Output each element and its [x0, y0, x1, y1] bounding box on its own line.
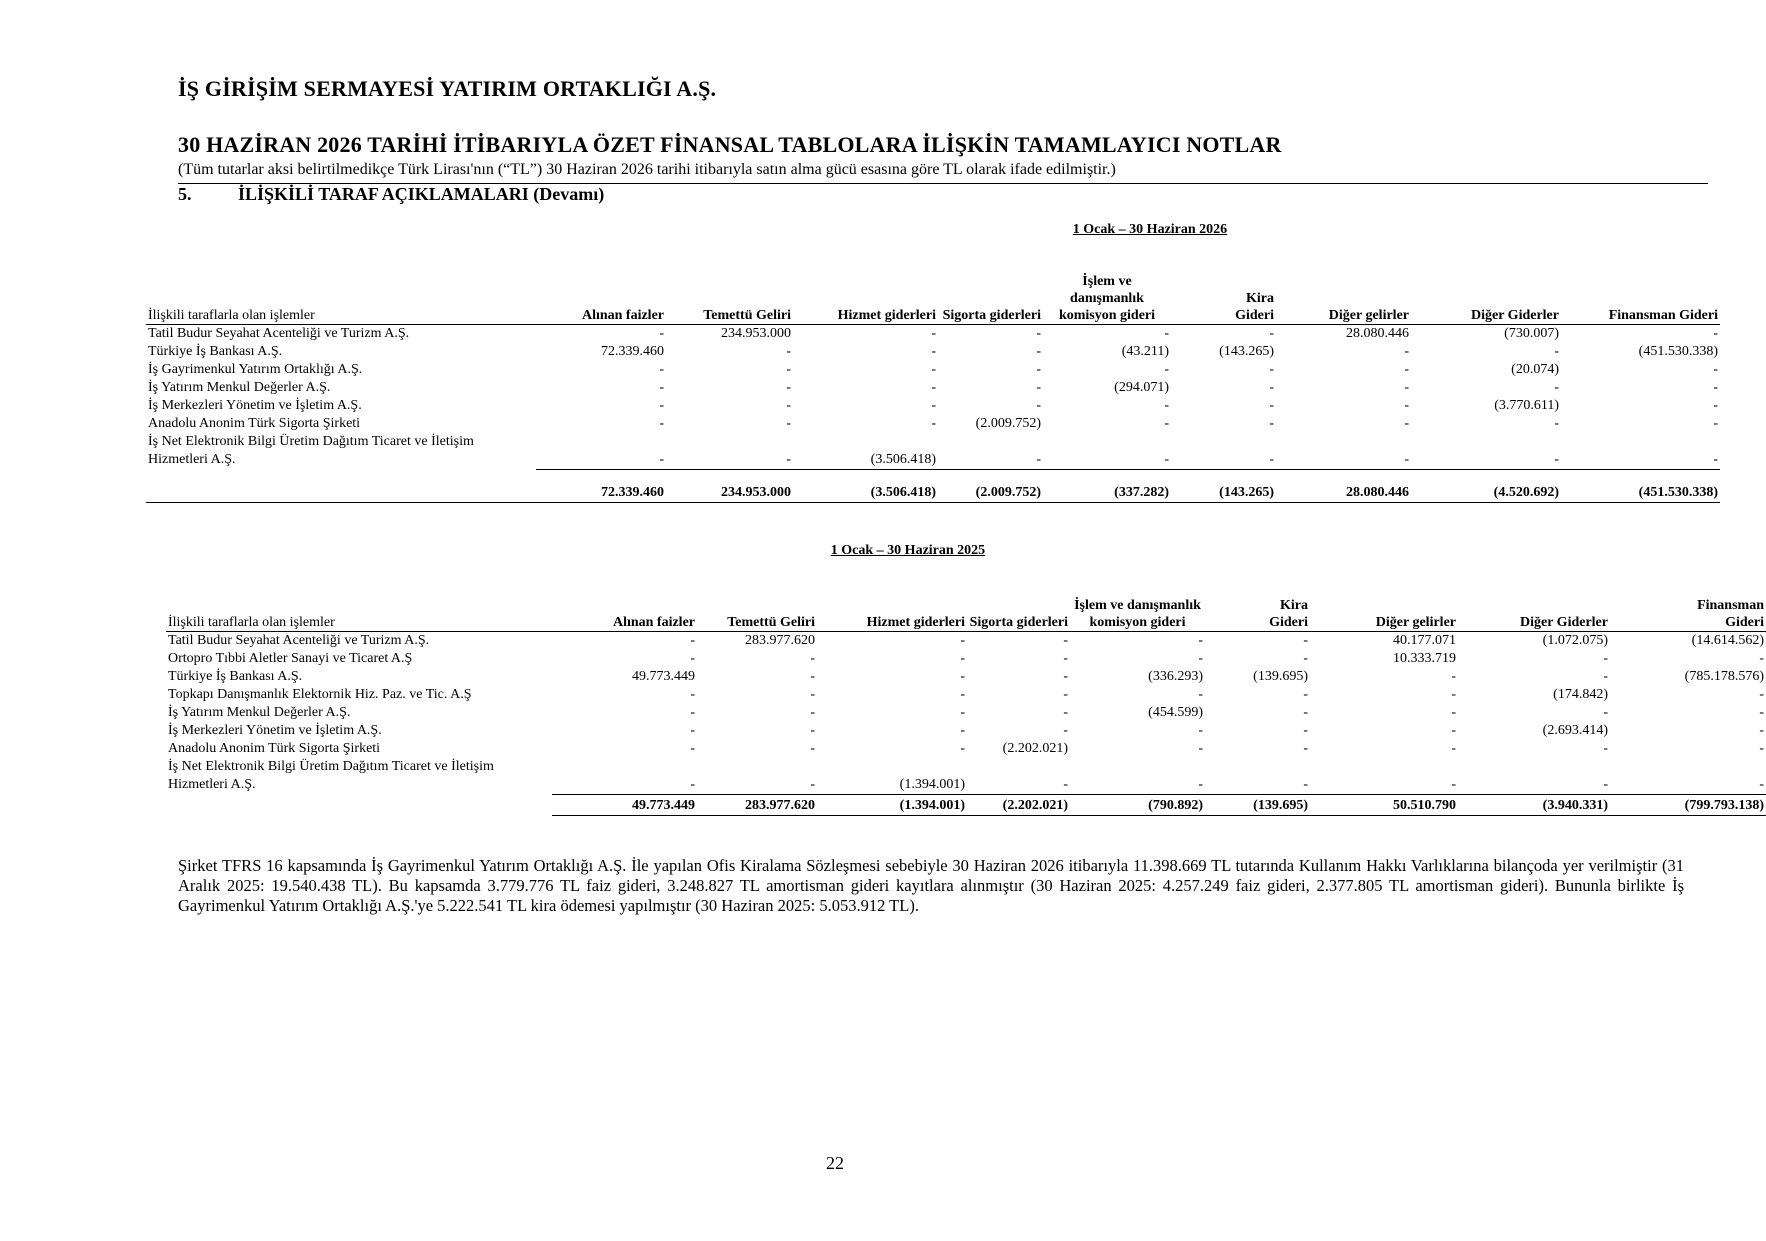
- amount-cell: (2.693.414): [1542, 723, 1608, 738]
- amount-cell: -: [1269, 398, 1274, 413]
- period-2026-heading: 1 Ocak – 30 Haziran 2026: [1072, 222, 1228, 237]
- amount-cell: -: [1036, 451, 1041, 467]
- amount-cell: -: [786, 416, 791, 431]
- amount-cell: -: [1198, 723, 1203, 738]
- amount-cell: (20.074): [1511, 362, 1559, 377]
- amount-cell: -: [690, 741, 695, 756]
- amount-cell: -: [1036, 344, 1041, 359]
- amount-cell: 28.080.446: [1346, 326, 1409, 341]
- amount-cell: -: [1603, 741, 1608, 756]
- amount-cell: -: [1603, 669, 1608, 684]
- amount-cell: -: [960, 669, 965, 684]
- amount-cell: -: [1198, 651, 1203, 666]
- amount-cell: -: [931, 398, 936, 413]
- amount-cell: -: [1198, 633, 1203, 648]
- column-header: İlişkili taraflarla olan işlemler: [166, 597, 552, 632]
- amount-cell: -: [1164, 398, 1169, 413]
- amount-cell: -: [1303, 687, 1308, 702]
- amount-cell: -: [1063, 723, 1068, 738]
- column-header: Temettü Geliri: [697, 597, 817, 632]
- amount-cell: -: [931, 416, 936, 431]
- party-name-cell: İş Net Elektronik Bilgi Üretim Dağıtım Ticaret ve İletişim Hizmetleri A.Ş.: [148, 434, 474, 467]
- column-header: Diğer gelirler: [1310, 597, 1458, 632]
- amount-cell: 49.773.449: [632, 669, 695, 684]
- amount-cell: -: [931, 380, 936, 395]
- table-row: [146, 325, 1720, 344]
- amount-cell: -: [690, 687, 695, 702]
- totals-row: [146, 469, 1720, 502]
- amount-cell: -: [786, 344, 791, 359]
- amount-cell: -: [659, 451, 664, 467]
- total-amount-cell: (4.520.692): [1411, 469, 1561, 502]
- amount-cell: -: [1164, 416, 1169, 431]
- amount-cell: -: [1554, 416, 1559, 431]
- amount-cell: (139.695): [1253, 669, 1308, 684]
- amount-cell: -: [1713, 380, 1718, 395]
- amount-cell: -: [960, 633, 965, 648]
- amount-cell: (3.770.611): [1494, 398, 1559, 413]
- total-amount-cell: (799.793.138): [1610, 794, 1766, 815]
- amount-cell: -: [1269, 451, 1274, 467]
- total-amount-cell: (3.940.331): [1458, 794, 1610, 815]
- amount-cell: -: [810, 687, 815, 702]
- column-header: Sigorta giderleri: [967, 597, 1070, 632]
- amount-cell: (3.506.418): [870, 451, 936, 467]
- column-header: Diğer Giderler: [1411, 273, 1561, 325]
- table-row: [146, 361, 1720, 379]
- amount-cell: -: [1404, 380, 1409, 395]
- amount-cell: -: [1603, 705, 1608, 720]
- amount-cell: -: [810, 741, 815, 756]
- amount-cell: -: [1063, 651, 1068, 666]
- amount-cell: -: [1063, 776, 1068, 792]
- amount-cell: -: [1303, 633, 1308, 648]
- company-name: İŞ GİRİŞİM SERMAYESİ YATIRIM ORTAKLIĞI A.Ş.: [178, 76, 717, 101]
- amount-cell: -: [1036, 380, 1041, 395]
- amount-cell: -: [1451, 687, 1456, 702]
- party-name-cell: İş Yatırım Menkul Değerler A.Ş.: [148, 380, 331, 395]
- party-name-cell: Türkiye İş Bankası A.Ş.: [168, 669, 303, 684]
- column-header: Hizmet giderleri: [817, 597, 967, 632]
- amount-cell: (2.202.021): [1002, 741, 1068, 756]
- column-header: Temettü Geliri: [666, 273, 793, 325]
- total-amount-cell: (2.202.021): [967, 794, 1070, 815]
- table-row: [166, 740, 1766, 758]
- related-party-table-2025: [166, 597, 1766, 816]
- amount-cell: -: [1269, 416, 1274, 431]
- total-amount-cell: 49.773.449: [552, 794, 697, 815]
- column-header: Finansman Gideri: [1610, 597, 1766, 632]
- amount-cell: (43.211): [1121, 344, 1169, 359]
- related-party-table-2026: [146, 273, 1720, 503]
- amount-cell: -: [659, 416, 664, 431]
- party-name-cell: İş Net Elektronik Bilgi Üretim Dağıtım Ticaret ve İletişim Hizmetleri A.Ş.: [168, 759, 494, 792]
- column-header: Hizmet giderleri: [793, 273, 938, 325]
- column-header: Finansman Gideri: [1561, 273, 1720, 325]
- total-amount-cell: (451.530.338): [1561, 469, 1720, 502]
- amount-cell: -: [1063, 669, 1068, 684]
- tfrs16-note-paragraph: Şirket TFRS 16 kapsamında İş Gayrimenkul Yatırım Ortaklığı A.Ş. İle yapılan Ofis Kiralama Sözleşmesi sebebiyle 30 Haziran 2026 itibarıyla 11.398.669 TL tutarında Kullanım Hakkı Varlıklarına bilançoda yer verilmiştir (31 Aralık 2025: 19.540.438 TL). Bu kapsamda 3.779.776 TL faiz gideri, 3.248.827 TL amortisman gideri kayıtlara alınmıştır (30 Haziran 2025: 4.257.249 faiz gideri, 2.377.805 TL amortisman gideri). Bununla birlikte İş Gayrimenkul Yatırım Ortaklığı A.Ş.'ye 5.222.541 TL kira ödemesi yapılmıştır (30 Haziran 2025: 5.053.912 TL).: [178, 856, 1684, 915]
- amount-cell: (451.530.338): [1638, 344, 1718, 359]
- column-header: İlişkili taraflarla olan işlemler: [146, 273, 536, 325]
- total-amount-cell: (139.695): [1205, 794, 1310, 815]
- column-header: Alınan faizler: [552, 597, 697, 632]
- table-header-row: [166, 597, 1766, 632]
- amount-cell: -: [1164, 362, 1169, 377]
- amount-cell: -: [1759, 741, 1764, 756]
- amount-cell: -: [1063, 633, 1068, 648]
- amount-cell: (2.009.752): [975, 416, 1041, 431]
- totals-label-cell: [166, 794, 552, 815]
- amount-cell: -: [1164, 451, 1169, 467]
- amount-cell: -: [1713, 398, 1718, 413]
- amount-cell: -: [931, 344, 936, 359]
- amount-cell: -: [810, 669, 815, 684]
- totals-row: [166, 794, 1766, 815]
- amount-cell: -: [1713, 416, 1718, 431]
- amount-cell: 72.339.460: [601, 344, 664, 359]
- amount-cell: -: [1164, 326, 1169, 341]
- amount-cell: -: [1451, 776, 1456, 792]
- amount-cell: -: [1404, 344, 1409, 359]
- amount-cell: -: [1759, 705, 1764, 720]
- amount-cell: -: [786, 380, 791, 395]
- amount-cell: -: [1404, 451, 1409, 467]
- amount-cell: -: [1451, 741, 1456, 756]
- amount-cell: -: [1451, 723, 1456, 738]
- amount-cell: -: [690, 776, 695, 792]
- amount-cell: -: [1303, 723, 1308, 738]
- party-name-cell: Ortopro Tıbbi Aletler Sanayi ve Ticaret A.Ş: [168, 651, 413, 666]
- table-row: [166, 704, 1766, 722]
- amount-cell: -: [960, 723, 965, 738]
- notes-title: 30 HAZİRAN 2026 TARİHİ İTİBARIYLA ÖZET FİNANSAL TABLOLARA İLİŞKİN TAMAMLAYICI NOTLAR: [178, 132, 1282, 157]
- amount-cell: -: [1063, 705, 1068, 720]
- page-number: 22: [826, 1153, 844, 1173]
- party-name-cell: Anadolu Anonim Türk Sigorta Şirketi: [168, 741, 381, 756]
- amount-cell: -: [1759, 687, 1764, 702]
- table-row: [166, 722, 1766, 740]
- amount-cell: -: [1554, 380, 1559, 395]
- amount-cell: (785.178.576): [1684, 669, 1764, 684]
- column-header: Kira Gideri: [1171, 273, 1276, 325]
- total-amount-cell: (143.265): [1171, 469, 1276, 502]
- amount-cell: (1.072.075): [1542, 633, 1608, 648]
- amount-cell: (14.614.562): [1691, 633, 1764, 648]
- amount-cell: -: [1303, 776, 1308, 792]
- amount-cell: -: [786, 362, 791, 377]
- amount-cell: -: [1759, 776, 1764, 792]
- totals-label-cell: [146, 469, 536, 502]
- amount-cell: -: [960, 687, 965, 702]
- amount-cell: -: [1713, 362, 1718, 377]
- amount-cell: -: [1036, 362, 1041, 377]
- amount-cell: -: [1759, 651, 1764, 666]
- amount-cell: -: [1269, 380, 1274, 395]
- table-row: [166, 668, 1766, 686]
- amount-cell: -: [1269, 326, 1274, 341]
- amount-cell: -: [1451, 705, 1456, 720]
- table-row: [146, 379, 1720, 397]
- amount-cell: -: [1759, 723, 1764, 738]
- table-row: [146, 415, 1720, 433]
- amount-cell: -: [1303, 651, 1308, 666]
- amount-cell: 234.953.000: [721, 326, 791, 341]
- period-2025-heading: 1 Ocak – 30 Haziran 2025: [830, 543, 986, 558]
- amount-cell: 40.177.071: [1393, 633, 1456, 648]
- table-row: [166, 758, 1766, 794]
- amount-cell: (1.394.001): [899, 776, 965, 792]
- amount-cell: -: [1603, 776, 1608, 792]
- table-header-row: [146, 273, 1720, 325]
- amount-cell: -: [1303, 741, 1308, 756]
- total-amount-cell: 72.339.460: [536, 469, 666, 502]
- total-amount-cell: 234.953.000: [666, 469, 793, 502]
- amount-cell: -: [1404, 362, 1409, 377]
- party-name-cell: İş Yatırım Menkul Değerler A.Ş.: [168, 705, 351, 720]
- column-header: Diğer gelirler: [1276, 273, 1411, 325]
- table-row: [146, 343, 1720, 361]
- amount-cell: -: [1451, 669, 1456, 684]
- party-name-cell: İş Merkezleri Yönetim ve İşletim A.Ş.: [168, 723, 382, 738]
- section-number: 5.: [178, 184, 192, 204]
- amount-cell: -: [659, 380, 664, 395]
- table-row: [166, 632, 1766, 651]
- amount-cell: (454.599): [1148, 705, 1203, 720]
- amount-cell: -: [690, 651, 695, 666]
- amount-cell: -: [690, 723, 695, 738]
- section-heading: [178, 184, 604, 205]
- amount-cell: (730.007): [1504, 326, 1559, 341]
- amount-cell: -: [1713, 451, 1718, 467]
- column-header: Diğer Giderler: [1458, 597, 1610, 632]
- amount-cell: -: [1554, 344, 1559, 359]
- amount-cell: -: [659, 398, 664, 413]
- total-amount-cell: (3.506.418): [793, 469, 938, 502]
- amount-cell: -: [690, 705, 695, 720]
- amount-cell: -: [960, 705, 965, 720]
- table-row: [146, 397, 1720, 415]
- amount-cell: -: [810, 651, 815, 666]
- amount-cell: -: [1198, 776, 1203, 792]
- table-row: [146, 433, 1720, 469]
- amount-cell: -: [1063, 687, 1068, 702]
- amount-cell: -: [1269, 362, 1274, 377]
- party-name-cell: Tatil Budur Seyahat Acenteliği ve Turizm A.Ş.: [168, 633, 430, 648]
- amount-cell: -: [1713, 326, 1718, 341]
- amount-cell: -: [1198, 687, 1203, 702]
- amount-cell: -: [1404, 416, 1409, 431]
- party-name-cell: Anadolu Anonim Türk Sigorta Şirketi: [148, 416, 361, 431]
- amount-cell: (336.293): [1148, 669, 1203, 684]
- amount-cell: -: [931, 362, 936, 377]
- amount-cell: -: [690, 633, 695, 648]
- column-header: Alınan faizler: [536, 273, 666, 325]
- amount-cell: -: [1554, 451, 1559, 467]
- amount-cell: -: [659, 326, 664, 341]
- amount-cell: (174.842): [1553, 687, 1608, 702]
- total-amount-cell: (790.892): [1070, 794, 1205, 815]
- total-amount-cell: 50.510.790: [1310, 794, 1458, 815]
- total-amount-cell: 28.080.446: [1276, 469, 1411, 502]
- amount-cell: 10.333.719: [1393, 651, 1456, 666]
- amount-cell: -: [810, 723, 815, 738]
- section-title: İLİŞKİLİ TARAF AÇIKLAMALARI (Devamı): [238, 184, 605, 204]
- amount-cell: -: [1198, 741, 1203, 756]
- amount-cell: -: [1404, 398, 1409, 413]
- column-header: Kira Gideri: [1205, 597, 1310, 632]
- notes-subtitle: (Tüm tutarlar aksi belirtilmedikçe Türk Lirası'nın (“TL”) 30 Haziran 2026 tarihi itibarıyla satın alma gücü esasına göre TL olarak ifade edilmiştir.): [178, 161, 1116, 178]
- column-header: Sigorta giderleri: [938, 273, 1043, 325]
- amount-cell: -: [786, 398, 791, 413]
- amount-cell: -: [1036, 326, 1041, 341]
- amount-cell: -: [659, 362, 664, 377]
- amount-cell: -: [931, 326, 936, 341]
- party-name-cell: Tatil Budur Seyahat Acenteliği ve Turizm A.Ş.: [148, 326, 410, 341]
- amount-cell: -: [810, 705, 815, 720]
- amount-cell: (143.265): [1219, 344, 1274, 359]
- party-name-cell: Türkiye İş Bankası A.Ş.: [148, 344, 283, 359]
- total-amount-cell: 283.977.620: [697, 794, 817, 815]
- party-name-cell: İş Gayrimenkul Yatırım Ortaklığı A.Ş.: [148, 362, 363, 377]
- amount-cell: 283.977.620: [745, 633, 815, 648]
- amount-cell: -: [1036, 398, 1041, 413]
- total-amount-cell: (337.282): [1043, 469, 1171, 502]
- amount-cell: (294.071): [1114, 380, 1169, 395]
- table-row: [166, 650, 1766, 668]
- amount-cell: -: [1303, 705, 1308, 720]
- party-name-cell: Topkapı Danışmanlık Elektornik Hiz. Paz. ve Tic. A.Ş: [168, 687, 472, 702]
- amount-cell: -: [960, 651, 965, 666]
- table-row: [166, 686, 1766, 704]
- amount-cell: -: [1603, 651, 1608, 666]
- total-amount-cell: (1.394.001): [817, 794, 967, 815]
- column-header: İşlem ve danışmanlık komisyon gideri: [1043, 273, 1171, 325]
- party-name-cell: İş Merkezleri Yönetim ve İşletim A.Ş.: [148, 398, 362, 413]
- amount-cell: -: [810, 776, 815, 792]
- amount-cell: -: [786, 451, 791, 467]
- total-amount-cell: (2.009.752): [938, 469, 1043, 502]
- amount-cell: -: [960, 741, 965, 756]
- column-header: İşlem ve danışmanlık komisyon gideri: [1070, 597, 1205, 632]
